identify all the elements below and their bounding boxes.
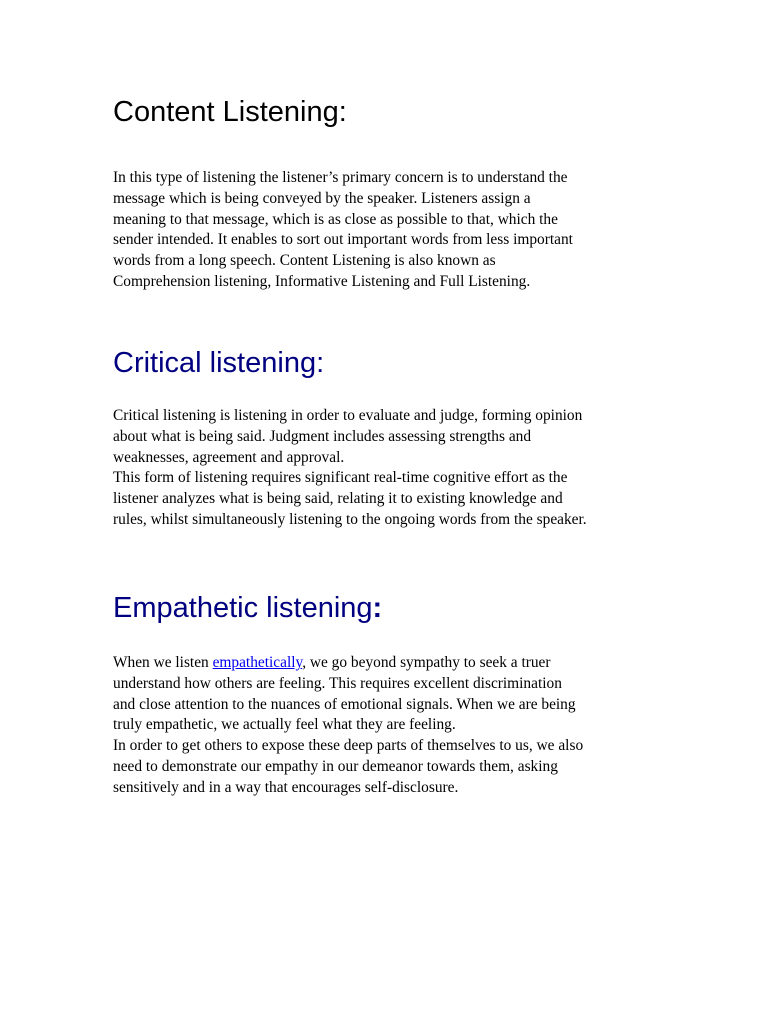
text-fragment: When we listen <box>113 654 213 671</box>
text-line: sensitively and in a way that encourages self-disclosure. <box>113 778 459 796</box>
text-line: Critical listening is listening in order to evaluate and judge, forming opinion <box>113 407 583 424</box>
section-body-content-listening <box>113 168 673 293</box>
text-line: listener analyzes what is being said, relating it to existing knowledge and <box>113 490 563 508</box>
text-fragment: , we go beyond sympathy to seek a truer <box>302 654 551 671</box>
text-line: weaknesses, agreement and approval. <box>113 448 345 466</box>
heading-text: Empathetic listening <box>113 592 373 624</box>
text-line: understand how others are feeling. This requires excellent discrimination <box>113 674 562 692</box>
text-line: rules, whilst simultaneously listening to the ongoing words from the speaker. <box>113 510 587 528</box>
empathetically-link[interactable]: empathetically <box>212 654 303 671</box>
text-line: meaning to that message, which is as close as possible to that, which the <box>113 210 558 228</box>
section-body-empathetic-listening <box>113 653 673 799</box>
text-line: message which is being conveyed by the speaker. Listeners assign a <box>113 189 531 207</box>
section-heading-critical-listening: Critical listening: <box>113 347 325 379</box>
section-body-critical-listening <box>113 406 673 531</box>
text-line: need to demonstrate our empathy in our demeanor towards them, asking <box>113 757 558 775</box>
text-line: about what is being said. Judgment includes assessing strengths and <box>113 427 532 445</box>
text-line: This form of listening requires significant real-time cognitive effort as the <box>113 469 568 487</box>
section-heading-empathetic-listening <box>113 591 382 625</box>
text-line: In order to get others to expose these deep parts of themselves to us, we also <box>113 737 584 755</box>
text-line: words from a long speech. Content Listening is also known as <box>113 252 496 270</box>
text-line: sender intended. It enables to sort out important words from less important <box>113 231 573 249</box>
heading-colon: : <box>372 592 383 624</box>
text-line: and close attention to the nuances of emotional signals. When we are being <box>113 695 576 713</box>
text-line-with-link <box>113 653 673 674</box>
text-line: Comprehension listening, Informative Listening and Full Listening. <box>113 272 531 290</box>
text-line: In this type of listening the listener’s primary concern is to understand the <box>113 169 568 186</box>
text-line: truly empathetic, we actually feel what they are feeling. <box>113 716 456 734</box>
section-heading-content-listening: Content Listening: <box>113 96 347 128</box>
